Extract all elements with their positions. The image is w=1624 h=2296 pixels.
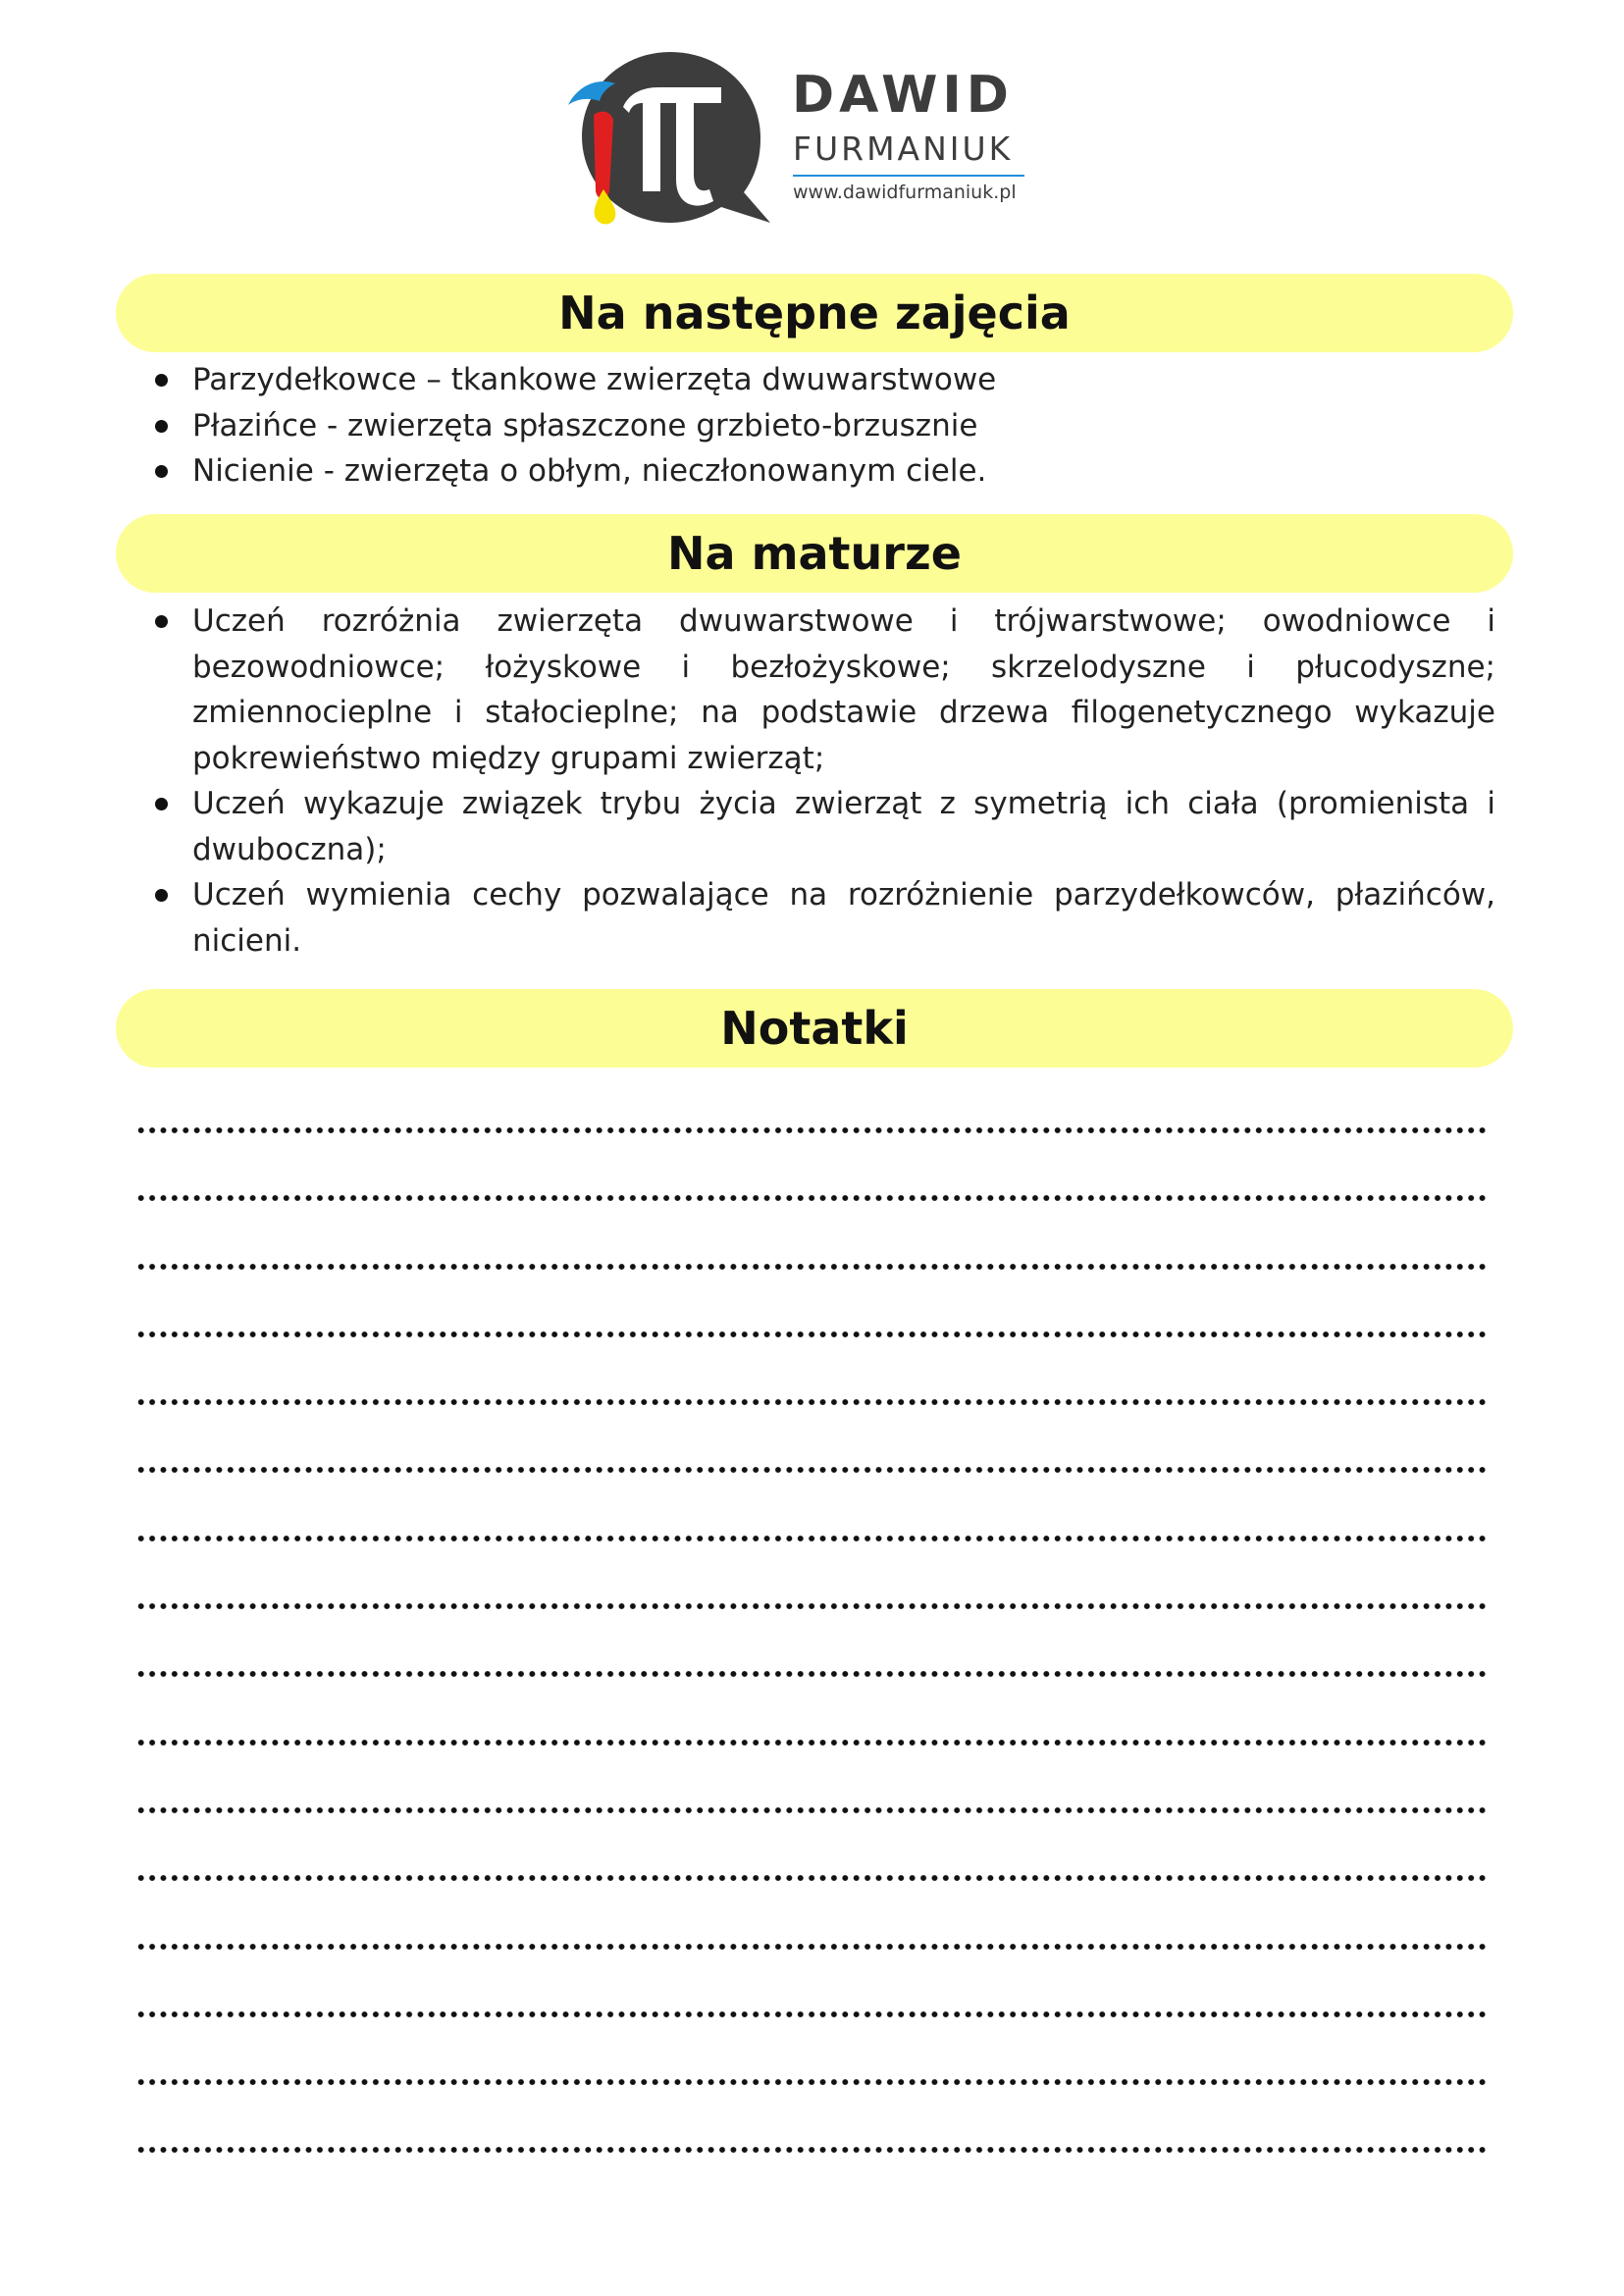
brand-first-name: DAWID <box>792 66 1014 125</box>
note-line <box>135 1874 1490 1942</box>
list-item: Uczeń rozróżnia zwierzęta dwuwarstwowe i trójwarstwowe; owodniowce i bezowodniowce; łożyskowe i bezłożyskowe; skrzelodyszne i płucodyszne; zmiennocieplne i stałocieplne; na podstawie drzewa filogenetycznego wykazuje pokrewieństwo między grupami zwierząt; <box>155 599 1495 781</box>
brand-divider <box>793 175 1024 177</box>
next-class-list <box>155 357 1495 495</box>
note-line <box>135 1126 1490 1194</box>
brand-logo <box>564 44 1035 231</box>
pi-speech-bubble-icon <box>564 44 780 231</box>
brand-url: www.dawidfurmaniuk.pl <box>793 182 1017 203</box>
note-line <box>135 1602 1490 1670</box>
note-line <box>135 1466 1490 1534</box>
section-header-notes: Notatki <box>116 989 1513 1068</box>
note-line <box>135 2010 1490 2078</box>
exam-list <box>155 599 1495 964</box>
note-line <box>135 1331 1490 1398</box>
note-line <box>135 1263 1490 1331</box>
note-line <box>135 1398 1490 1466</box>
bullet-icon <box>155 798 168 810</box>
list-item: Uczeń wymienia cechy pozwalające na rozróżnienie parzydełkowców, płazińców, nicieni. <box>155 872 1495 964</box>
note-line <box>135 2146 1490 2214</box>
brand-last-name: FURMANIUK <box>793 130 1014 168</box>
list-item: Nicienie - zwierzęta o obłym, nieczłonowanym ciele. <box>155 448 1495 495</box>
list-item: Uczeń wykazuje związek trybu życia zwierząt z symetrią ich ciała (promienista i dwuboczna); <box>155 781 1495 872</box>
note-line <box>135 1806 1490 1874</box>
section-header-exam: Na maturze <box>116 514 1513 593</box>
bullet-icon <box>155 889 168 902</box>
list-item: Parzydełkowce – tkankowe zwierzęta dwuwarstwowe <box>155 357 1495 403</box>
note-line <box>135 1194 1490 1262</box>
list-item: Płazińce - zwierzęta spłaszczone grzbieto-brzusznie <box>155 403 1495 449</box>
bullet-icon <box>155 420 168 433</box>
bullet-icon <box>155 465 168 478</box>
note-line <box>135 1670 1490 1738</box>
note-line <box>135 1739 1490 1806</box>
section-header-next-class: Na następne zajęcia <box>116 274 1513 352</box>
note-line <box>135 1535 1490 1602</box>
note-line <box>135 1943 1490 2010</box>
bullet-icon <box>155 615 168 628</box>
note-line <box>135 2078 1490 2146</box>
bullet-icon <box>155 374 168 387</box>
notes-lines <box>135 1126 1490 2215</box>
